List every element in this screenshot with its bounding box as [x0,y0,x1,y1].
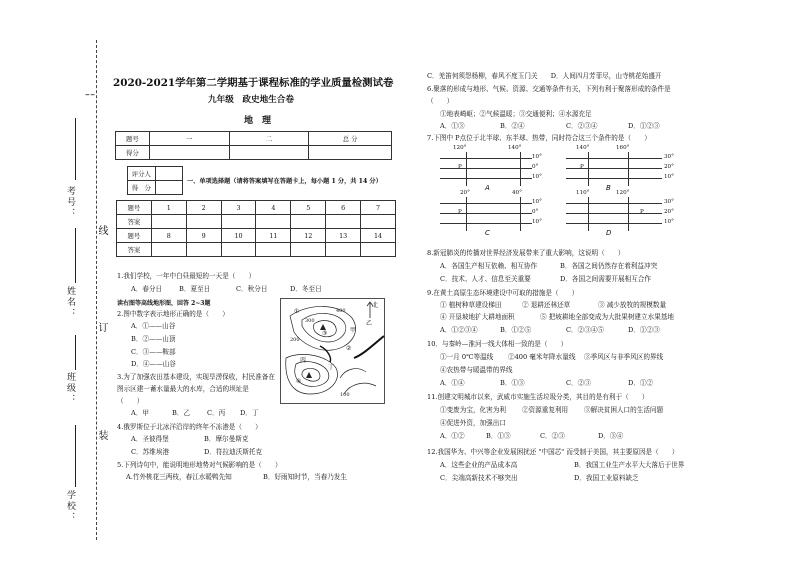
grid-answer-cell[interactable] [256,243,291,257]
latlon-a-point: P [458,164,462,170]
q2-opt-c[interactable]: C．③——鞍部 [131,348,176,356]
exam-no-field[interactable] [75,118,76,180]
latlon-b-lat1: 30° [664,154,674,160]
q3-opt-c[interactable]: C．丙 [207,409,226,417]
q1-opt-a[interactable]: A．春分日 [131,285,163,293]
map-label-1: ① [294,308,300,315]
latlon-c-lon2: 40° [512,190,522,196]
grid-label-ans: 答案 [117,215,152,229]
latlon-d-lat3: 10° [664,219,674,225]
latlon-a-lat3: 10° [532,174,542,180]
grid-question-number: 13 [326,229,361,243]
exam-no-label: 考号： [65,186,75,219]
score-table [115,131,392,160]
grader-box [127,166,183,195]
binding-mark-top: ╎ [84,92,94,100]
grid-answer-cell[interactable] [186,243,221,257]
q5-opt-cd[interactable]: C．羌笛何须怨杨柳，春风不度玉门关 D．人间四月芳菲尽，山寺桃花始盛开 [427,72,662,80]
grid-answer-cell[interactable] [221,215,256,229]
q10-item-2: ②400 毫米年降水量线 [508,353,576,361]
q3-stem-line3: （ ） [117,397,144,405]
q12-opt-d[interactable]: D．我国工业原料缺乏 [574,474,639,482]
q12-opt-c[interactable]: C．尖端高新技术不够突出 [440,474,518,482]
q6-opt-b[interactable]: B．②④ [500,122,525,130]
q12-opt-a[interactable]: A．这些企业的产品成本高 [440,461,518,469]
name-label: 姓名： [65,286,75,319]
q4-stem: 4.俄罗斯位于北冰洋沿岸的终年不冻港是（ ） [117,423,262,431]
q6-opt-d[interactable]: D．①②③ [628,122,660,130]
latlon-d-lat2: 20° [664,209,674,215]
grid-question-number: 8 [151,229,186,243]
latlon-b-lon2: 160° [616,145,630,151]
map-contour-100: 100 [340,392,350,398]
q8-opt-b[interactable]: B．各国之间仍然存在着利益冲突 [560,262,658,270]
q7-stem: 7.下图中 P点位于北半球、东半球、热带，同时符合这三个条件的是（ ） [427,134,651,142]
latlon-a-lon2: 140° [508,145,522,151]
q9-opt-d[interactable]: D．①②③ [628,326,660,334]
q8-opt-d[interactable]: D．各国之间需要开展相互合作 [560,275,652,283]
map-label-3: ③ [322,330,328,337]
name-field[interactable] [75,228,76,283]
q4-opt-b[interactable]: B．摩尔曼斯克 [204,435,249,443]
binding-ding: 订 [96,322,107,334]
q2-opt-b[interactable]: B．②——山顶 [131,335,176,343]
q5-opt-a[interactable]: A.竹外桃花三两枝，春江水暖鸭先知 [126,473,232,481]
q10-stem: 10．与秦岭—淮河一线大体相一致的是（ ） [427,340,568,348]
grid-question-number: 5 [291,201,326,215]
q8-opt-c[interactable]: C．技术、人才、信息至关重要 [440,275,531,283]
q11-opt-d[interactable]: D．③④ [598,432,624,440]
grid-answer-cell[interactable] [256,215,291,229]
map-label-2: ② [346,345,352,352]
q1-opt-d[interactable]: D．冬至日 [290,285,322,293]
q10-opt-a[interactable]: A．①④ [440,379,465,387]
grid-question-number: 2 [186,201,221,215]
q2-stem: 2.图中数字表示地形正确的是（ ） [117,310,229,318]
binding-dashed-line [96,40,97,540]
q11-item-3: ③解决贫困人口的生活问题 [584,406,664,414]
q1-opt-b[interactable]: B．夏至日 [179,285,211,293]
q6-items: ①地表崎岖；②气候温暖；③交通便利；④水源充足 [440,110,592,118]
latlon-a-lon1: 120° [453,145,467,151]
grid-answer-cell[interactable] [326,243,361,257]
latlon-d-label[interactable]: D [606,229,612,237]
latlon-c-lon1: 20° [460,190,470,196]
q6-stem: 6.聚落的形成与地形、气候、资源、交通等条件有关，下列有利于聚落形成的条件是 [427,85,671,93]
map-contour-300: 300 [305,318,315,324]
map-north-label: 北 [372,302,379,309]
q9-opt-a[interactable]: A．①②③④ [440,326,478,334]
q11-opt-c[interactable]: C．②③ [540,432,565,440]
grid-question-number: 9 [186,229,221,243]
grid-answer-cell[interactable] [151,215,186,229]
class-field[interactable] [75,335,76,370]
grader-reviewer-cell[interactable] [155,167,182,181]
q10-opt-d[interactable]: D．①② [628,379,654,387]
score-cell[interactable] [229,146,309,160]
answer-grid [116,200,396,257]
binding-xian: 线 [96,225,107,237]
map-label-4: ④ [296,378,302,385]
q3-stem-line2: 图示区建一蓄水量最大的水库，合适的坝址是 [117,385,249,393]
q2-opt-d[interactable]: D．④——山谷 [131,360,176,368]
map-label-ding: 丁 [328,364,335,371]
score-header-total: 总 分 [309,132,392,146]
q3-opt-a[interactable]: A．甲 [131,409,149,417]
score-header-no: 题号 [116,132,150,146]
q11-opt-a[interactable]: A．①② [440,432,465,440]
q10-item-4: ④农热带与暖温带的界线 [440,366,513,374]
subject-title: 地 理 [244,116,272,126]
q5-stem: 5.下列诗句中，能说明地形地势对气候影响的是（ ） [117,461,282,469]
map-label-bing: 丙 [300,357,307,364]
q9-stem: 9.在黄土高原生态环境建设中可取的措施是（ ） [427,289,579,297]
latlon-d-point: P [640,209,644,215]
latlon-c-point: P [458,209,462,215]
q3-stem-line1: 3.为了加强农田基本建设，实现旱涝保收，村民准备在 [117,373,275,381]
grid-question-number: 11 [256,229,291,243]
grid-question-number: 6 [326,201,361,215]
score-cell[interactable] [149,146,229,160]
grid-question-number: 7 [361,201,396,215]
grader-reviewer-label: 评分人 [128,167,156,181]
q4-opt-c[interactable]: C．苏维埃港 [131,448,170,456]
grid-answer-cell[interactable] [361,215,396,229]
grid-answer-cell[interactable] [326,215,361,229]
grid-label-ans: 答案 [117,243,152,257]
latlon-b-label[interactable]: B [606,184,611,192]
grid-label-no: 题号 [117,201,152,215]
q6-opt-a[interactable]: A．①③ [440,122,465,130]
q11-stem: 11.创建文明城市以来，武威市实施生活垃圾分类，其目的是有利于（ ） [427,393,649,401]
grid-question-number: 12 [291,229,326,243]
grid-question-number: 3 [221,201,256,215]
score-row-label: 得分 [116,146,150,160]
latlon-b-lat2: 20° [664,164,674,170]
map-contour-200: 200 [290,337,300,343]
q4-opt-a[interactable]: A．圣彼得堡 [131,435,169,443]
section1-title: 一、单项选择题（请将答案填写在答题卡上，每小题 1 分，共 14 分） [187,178,382,185]
q10-item-1: ①一月 0℃等温线 [440,353,494,361]
grid-question-number: 14 [361,229,396,243]
exam-title: 2020-2021学年第二学期基于课程标准的学业质量检测试卷 [113,77,394,89]
q3-opt-d[interactable]: D．丁 [240,409,259,417]
map-label-yi: 乙 [366,320,373,327]
q11-item-1: ①变废为宝，化害为利 [440,406,506,414]
q1-stem: 1.我们学校，一年中白昼最短的一天是（ ） [117,272,256,280]
q5-opt-b[interactable]: B．好雨知时节，当春乃发生 [263,473,347,481]
q11-item-4: ④促进外资，加强出口 [440,419,506,427]
score-header-2: 二 [229,132,309,146]
q10-opt-b[interactable]: B．①③ [500,379,525,387]
q10-item-3: ③季风区与非季风区的界线 [584,353,664,361]
latlon-b-lat3: 10° [664,174,674,180]
grid-answer-cell[interactable] [361,243,396,257]
grid-label-no: 题号 [117,229,152,243]
q6-stem-paren: （ ） [427,97,454,105]
q12-stem: 12.我国华为、中兴等企业发展困扰还 "中国芯" 而受制于美国，其主要原因是（ ） [427,448,679,456]
q12-opt-b[interactable]: B．我国工业生产水平大大落后于世界 [574,461,685,469]
latlon-a-lat2: 0° [532,164,539,170]
q6-opt-c[interactable]: C．②③④ [566,122,598,130]
score-header-1: 一 [149,132,229,146]
latlon-c-lat2: 0° [532,209,539,215]
latlon-d-lon2: 120° [616,190,630,196]
grid-answer-cell[interactable] [291,215,326,229]
grader-score-label: 得 分 [128,181,156,195]
latlon-c-label[interactable]: C [485,229,490,237]
q9-item-5: ⑤ 把坡耕地全部变成为大批果树建立水果基地 [540,313,674,321]
q9-opt-b[interactable]: B．①②⑤ [500,326,532,334]
grid-question-number: 4 [256,201,291,215]
q10-opt-c[interactable]: C．②③ [566,379,591,387]
school-field[interactable] [75,425,76,487]
q8-stem: 8.新冠肺炎的传播对世界经济发展带来了重大影响，这说明（ ） [427,249,625,257]
q2-opt-a[interactable]: A．①——山谷 [131,322,176,330]
latlon-c-lat1: 10° [532,199,542,205]
map-contour-400: 400 [336,308,346,314]
q11-item-2: ②资源重复利用 [522,406,569,414]
grid-answer-cell[interactable] [291,243,326,257]
school-label: 学校： [65,490,75,523]
exam-grade: 九年级 政史地生合卷 [208,95,294,105]
map-intro: 读右图等高线地形图，回答 2~3题 [117,300,211,307]
grid-question-number: 10 [221,229,256,243]
q8-opt-a[interactable]: A．各国生产相互依赖、相互协作 [440,262,538,270]
q9-item-2: ② 退耕还林还草 [522,301,571,309]
grid-question-number: 1 [151,201,186,215]
q1-opt-c[interactable]: C．秋分日 [236,285,268,293]
latlon-a-lat1: 10° [532,154,542,160]
q9-item-1: ① 植树种草建设梯田 [440,301,502,309]
latlon-c-lat3: 10° [532,219,542,225]
grid-answer-cell[interactable] [151,243,186,257]
grid-answer-cell[interactable] [186,215,221,229]
grader-score-cell[interactable] [155,181,182,195]
class-label: 班级： [65,372,75,405]
q4-opt-d[interactable]: D．符拉迪沃斯托克 [204,448,263,456]
binding-zhuang: 装 [96,430,107,442]
q9-item-4: ④ 开垦坡地扩大耕地面积 [440,313,515,321]
latlon-b-point: P [580,164,584,170]
map-label-jia: 甲 [350,327,357,334]
score-cell[interactable] [309,146,392,160]
latlon-d-lon1: 110° [576,190,590,196]
q9-item-3: ③ 减少放牧的规模数量 [598,301,667,309]
q3-opt-b[interactable]: B．乙 [172,409,191,417]
latlon-d-lat1: 30° [664,199,674,205]
latlon-b-lon1: 140° [576,145,590,151]
latlon-a-label[interactable]: A [485,184,490,192]
q9-opt-c[interactable]: C．②③④⑤ [566,326,605,334]
q11-opt-b[interactable]: B．①③ [486,432,511,440]
grid-answer-cell[interactable] [221,243,256,257]
